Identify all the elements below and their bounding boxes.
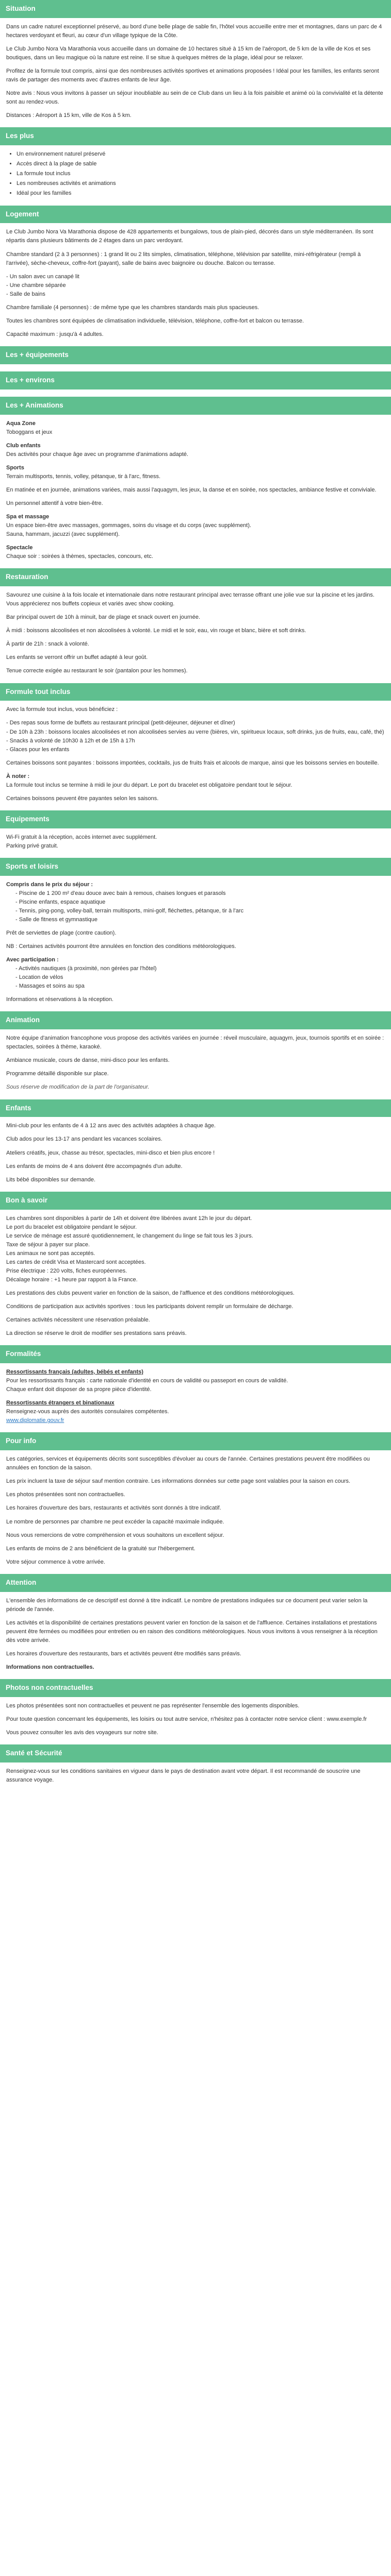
sante-body: [0, 1767, 391, 1785]
attention-note: Informations non contractuelles.: [6, 1664, 94, 1670]
attention-body: [0, 1597, 391, 1672]
animations-line: Terrain multisports, tennis, volley, pétanque, tir à l'arc, fitness.: [6, 473, 161, 480]
section-situation-heading: Situation: [0, 0, 391, 18]
bon-savoir-line: Les chambres sont disponibles à partir de 14h et doivent être libérées avant 12h le jour du départ.: [6, 1215, 252, 1222]
animations-subheading: Spectacle: [6, 545, 33, 551]
sports-paragraph: Informations et réservations à la réception.: [6, 996, 113, 1003]
photo-paragraph: Pour toute question concernant les équipements, les loisirs ou tout autre service, n'hésitez pas à contacter notre service client : www.exemple.fr: [6, 1716, 367, 1722]
formule-paragraph: Certaines boissons peuvent être payantes selon les saisons.: [6, 795, 159, 802]
formule-line: - Des repas sous forme de buffets au restaurant principal (petit-déjeuner, déjeuner et dîner): [6, 720, 235, 726]
bon-savoir-paragraph: La direction se réserve le droit de modifier ses prestations sans préavis.: [6, 1330, 187, 1337]
list-item: • Accès direct à la plage de sable: [17, 160, 385, 168]
enfants-paragraph: Ateliers créatifs, jeux, chasse au trésor, spectacles, mini-disco et bien plus encore !: [6, 1149, 215, 1156]
bon-savoir-line: Les animaux ne sont pas acceptés.: [6, 1250, 95, 1257]
restauration-paragraph: À partir de 21h : snack à volonté.: [6, 641, 89, 648]
sports-line: - Tennis, ping-pong, volley-ball, terrain multisports, mini-golf, fléchettes, pétanque, tir à l'arc: [15, 907, 244, 914]
animations-subheading: Club enfants: [6, 442, 41, 449]
animations-line: En matinée et en journée, animations variées, mais aussi l'aquagym, les jeux, la danse et en soirée, nos spectacles, ambiance festive et conviviale.: [6, 486, 377, 493]
pour-info-paragraph: Le nombre de personnes par chambre ne peut excéder la capacité maximale indiquée.: [6, 1518, 224, 1525]
photo-body: [0, 1702, 391, 1737]
list-item: • Les nombreuses activités et animations: [17, 179, 385, 188]
attention-paragraph: Les activités et la disponibilité de certaines prestations peuvent varier en fonction de la saison et de l'affluence. Certaines installations et prestations peuvent être fermées ou modifiées pour entretien ou en raison des conditions météorologiques. Nous vous invitons à vous renseigner à la réception dès votre arrivée.: [6, 1619, 378, 1643]
logement-list-line: - Salle de bains: [6, 291, 45, 297]
bon-savoir-line: Le port du bracelet est obligatoire pendant le séjour.: [6, 1224, 137, 1230]
section-bon-savoir-heading: Bon à savoir: [0, 1192, 391, 1210]
animations-line: Un personnel attentif à votre bien-être.: [6, 500, 103, 506]
pour-info-paragraph: Les horaires d'ouverture des bars, restaurants et activités sont donnés à titre indicatif.: [6, 1505, 221, 1512]
situation-body: [0, 23, 391, 120]
equipements-line: Parking privé gratuit.: [6, 842, 58, 849]
animation-note: Sous réserve de modification de la part de l'organisateur.: [6, 1084, 150, 1091]
animations-line: Sauna, hammam, jacuzzi (avec supplément).: [6, 531, 120, 538]
restauration-paragraph: Bar principal ouvert de 10h à minuit, bar de plage et snack ouvert en journée.: [6, 614, 201, 621]
section-lieu-heading: Les plus: [0, 127, 391, 145]
formule-line: - Glaces pour les enfants: [6, 746, 70, 753]
restauration-body: [0, 591, 391, 675]
section-animation-heading: Animation: [0, 1011, 391, 1029]
sports-line: - Piscine enfants, espace aquatique: [15, 899, 106, 905]
logement-body: [0, 228, 391, 338]
sports-subheading: Avec participation :: [6, 957, 59, 963]
bon-savoir-body: [0, 1214, 391, 1338]
bon-savoir-paragraph: Conditions de participation aux activités sportives : tous les participants doivent remplir un formulaire de décharge.: [6, 1303, 294, 1310]
sports-line: - Massages et soins au spa: [15, 983, 85, 990]
list-item: • Un environnement naturel préservé: [17, 150, 385, 159]
sports-subheading: Compris dans le prix du séjour :: [6, 881, 93, 888]
animations-line: Chaque soir : soirées à thèmes, spectacles, concours, etc.: [6, 553, 153, 560]
logement-paragraph: Toutes les chambres sont équipées de climatisation individuelle, télévision, téléphone, coffre-fort et balcon ou terrasse.: [6, 317, 304, 324]
pour-info-paragraph: Les photos présentées sont non contractuelles.: [6, 1492, 125, 1498]
sports-line: - Salle de fitness et gymnastique: [15, 916, 97, 923]
situation-distances: Distances : Aéroport à 15 km, ville de Kos à 5 km.: [6, 112, 132, 119]
animations-subheading: Sports: [6, 464, 24, 471]
formalites-body: [0, 1368, 391, 1425]
enfants-paragraph: Club ados pour les 13-17 ans pendant les vacances scolaires.: [6, 1136, 162, 1143]
bon-savoir-paragraph: Certaines activités nécessitent une réservation préalable.: [6, 1317, 150, 1324]
equipements-body: [0, 833, 391, 851]
logement-list-line: - Une chambre séparée: [6, 282, 66, 289]
bon-savoir-paragraph: Les prestations des clubs peuvent varier en fonction de la saison, de l'affluence et des conditions météorologiques.: [6, 1290, 295, 1296]
section-equipements-heading: Les + équipements: [0, 346, 391, 364]
logement-list-line: - Un salon avec un canapé lit: [6, 273, 79, 280]
bon-savoir-line: Décalage horaire : +1 heure par rapport à la France.: [6, 1276, 138, 1283]
animation-paragraph: Ambiance musicale, cours de danse, mini-disco pour les enfants.: [6, 1057, 170, 1064]
sports-line: - Piscine de 1 200 m² d'eau douce avec bain à remous, chaises longues et parasols: [15, 890, 226, 896]
situation-paragraph: Profitez de la formule tout compris, ainsi que des nombreuses activités sportives et animations proposées ! Idéal pour les familles, les enfants seront ravis de partager des moments avec d'autres enfants de leur âge.: [6, 68, 379, 83]
photo-paragraph: Les photos présentées sont non contractuelles et peuvent ne pas représenter l'ensemble des logements disponibles.: [6, 1702, 300, 1709]
bon-savoir-line: Le service de ménage est assuré quotidiennement, le changement du linge se fait tous les 3 jours.: [6, 1232, 253, 1239]
restauration-paragraph: Les enfants se verront offrir un buffet adapté à leur goût.: [6, 654, 148, 661]
formule-paragraph: Certaines boissons sont payantes : boissons importées, cocktails, jus de fruits frais et alcools de marque, ainsi que les boissons servies en bouteille.: [6, 759, 379, 766]
sports-paragraph: Prêt de serviettes de plage (contre caution).: [6, 930, 117, 937]
diplomatie-link[interactable]: www.diplomatie.gouv.fr: [6, 1417, 64, 1424]
section-sports-heading: Sports et loisirs: [0, 858, 391, 876]
animation-paragraph: Programme détaillé disponible sur place.: [6, 1071, 109, 1077]
pour-info-paragraph: Les catégories, services et équipements décrits sont susceptibles d'évoluer au cours de l'année. Certaines prestations peuvent être modifiées ou annulées en fonction de la saison.: [6, 1456, 370, 1471]
enfants-paragraph: Lits bébé disponibles sur demande.: [6, 1176, 96, 1183]
sante-paragraph: Renseignez-vous sur les conditions sanitaires en vigueur dans le pays de destination avant votre départ. Il est recommandé de souscrire une assurance voyage.: [6, 1768, 361, 1783]
pour-info-body: [0, 1455, 391, 1566]
section-formalites-heading: Formalités: [0, 1345, 391, 1363]
animation-paragraph: Notre équipe d'animation francophone vous propose des activités variées en journée : réveil musculaire, aquagym, jeux, tournois sportifs et en soirée : spectacles, soirées à thème, karaoké.: [6, 1035, 384, 1050]
situation-paragraph: Le Club Jumbo Nora Va Marathonia vous accueille dans un domaine de 10 hectares situé à 15 km de l'aéroport, de 5 km de la ville de Kos et ses boutiques, dans un lieu magique où la nature est reine. Il se situe à quelques mètres de la plage, idéal pour se relaxer.: [6, 46, 371, 61]
section-enfants-heading: Enfants: [0, 1099, 391, 1117]
sports-line: - Location de vélos: [15, 974, 63, 981]
pour-info-paragraph: Nous vous remercions de votre compréhension et vous souhaitons un excellent séjour.: [6, 1532, 224, 1538]
pour-info-paragraph: Votre séjour commence à votre arrivée.: [6, 1558, 105, 1565]
section-sante-heading: Santé et Sécurité: [0, 1744, 391, 1762]
enfants-paragraph: Mini-club pour les enfants de 4 à 12 ans avec des activités adaptées à chaque âge.: [6, 1123, 216, 1129]
logement-paragraph: Chambre familiale (4 personnes) : de même type que les chambres standards mais plus spacieuses.: [6, 304, 259, 311]
logement-paragraph: Chambre standard (2 à 3 personnes) : 1 grand lit ou 2 lits simples, climatisation, téléphone, télévision par satellite, mini-réfrigérateur (rempli à l'arrivée), sèche-cheveux, coffre-fort (payant), salle de bains avec baignoire ou douche. Balcon ou terrasse.: [6, 251, 361, 266]
section-animations-heading: Les + Animations: [0, 397, 391, 415]
restauration-paragraph: Tenue correcte exigée au restaurant le soir (pantalon pour les hommes).: [6, 668, 188, 674]
formalites-subheading: Ressortissants étrangers et binationaux: [6, 1400, 115, 1406]
formule-subheading: À noter :: [6, 773, 30, 779]
section-equipements2-heading: Equipements: [0, 810, 391, 828]
section-environs-heading: Les + environs: [0, 371, 391, 389]
enfants-body: [0, 1122, 391, 1184]
animations-line: Un espace bien-être avec massages, gommages, soins du visage et du corps (avec supplément).: [6, 522, 252, 529]
attention-paragraph: L'ensemble des informations de ce descriptif est donné à titre indicatif. Le nombre de prestations indiquées sur ce document peut varier selon la période de l'année.: [6, 1597, 368, 1613]
restauration-paragraph: À midi : boissons alcoolisées et non alcoolisées à volonté. Le midi et le soir, eau, vin rouge et blanc, bière et soft drinks.: [6, 628, 306, 634]
pour-info-paragraph: Les enfants de moins de 2 ans bénéficient de la gratuité sur l'hébergement.: [6, 1545, 196, 1552]
formule-body: [0, 705, 391, 803]
section-formule-heading: Formule tout inclus: [0, 683, 391, 701]
section-photo-heading: Photos non contractuelles: [0, 1679, 391, 1697]
formule-line: - Snacks à volonté de 10h30 à 12h et de 15h à 17h: [6, 737, 135, 744]
photo-paragraph: Vous pouvez consulter les avis des voyageurs sur notre site.: [6, 1729, 158, 1736]
section-logement-heading: Logement: [0, 206, 391, 224]
list-item: • La formule tout inclus: [17, 170, 385, 178]
situation-paragraph: Dans un cadre naturel exceptionnel préservé, au bord d'une belle plage de sable fin, l'hôtel vous accueille entre mer et montagnes, dans un parc de 4 hectares verdoyant et fleuri, au cœur d'un village typique de la Côte.: [6, 23, 382, 39]
section-attention-heading: Attention: [0, 1574, 391, 1592]
sports-line: - Activités nautiques (à proximité, non gérées par l'hôtel): [15, 965, 157, 972]
situation-paragraph: Notre avis : Nous vous invitons à passer un séjour inoubliable au sein de ce Club dans un lieu à la fois paisible et animé où la convivialité et la détente sont au rendez-vous.: [6, 90, 383, 106]
animations-subheading: Spa et massage: [6, 514, 50, 520]
bon-savoir-line: Prise électrique : 220 volts, fiches européennes.: [6, 1267, 127, 1274]
animation-body: [0, 1034, 391, 1092]
formule-intro: Avec la formule tout inclus, vous bénéficiez :: [6, 706, 118, 713]
equipements-line: Wi-Fi gratuit à la réception, accès internet avec supplément.: [6, 834, 157, 840]
bon-savoir-line: Taxe de séjour à payer sur place.: [6, 1241, 90, 1248]
lieu-list: [6, 150, 385, 198]
animations-body: [0, 419, 391, 562]
formalites-paragraph: Renseignez-vous auprès des autorités consulaires compétentes.: [6, 1409, 169, 1415]
sports-body: [0, 880, 391, 1005]
lieu-body: [0, 150, 391, 198]
bon-savoir-line: Les cartes de crédit Visa et Mastercard sont acceptées.: [6, 1259, 146, 1265]
formule-paragraph: La formule tout inclus se termine à midi le jour du départ. Le port du bracelet est obligatoire pendant tout le séjour.: [6, 782, 292, 788]
restauration-paragraph: Savourez une cuisine à la fois locale et internationale dans notre restaurant principal avec terrasse offrant une jolie vue sur la piscine et les jardins. Vous apprécierez nos buffets copieux et variés avec show cooking.: [6, 592, 374, 607]
formalites-paragraph: Chaque enfant doit disposer de sa propre pièce d'identité.: [6, 1386, 152, 1393]
formalites-paragraph: Pour les ressortissants français : carte nationale d'identité en cours de validité ou passeport en cours de validité.: [6, 1378, 288, 1384]
logement-paragraph: Le Club Jumbo Nora Va Marathonia dispose de 428 appartements et bungalows, tous de plain-pied, décorés dans un style méditerranéen. Ils sont répartis dans plusieurs bâtiments de 2 étages dans un parc verdoyant.: [6, 229, 373, 244]
list-item: • Idéal pour les familles: [17, 189, 385, 198]
sports-paragraph: NB : Certaines activités pourront être annulées en fonction des conditions météorologiques.: [6, 943, 236, 950]
pour-info-paragraph: Les prix incluent la taxe de séjour sauf mention contraire. Les informations données sur cette page sont valables pour la saison en cours.: [6, 1478, 351, 1485]
section-restauration-heading: Restauration: [0, 568, 391, 586]
section-pour-info-heading: Pour info: [0, 1432, 391, 1450]
enfants-paragraph: Les enfants de moins de 4 ans doivent être accompagnés d'un adulte.: [6, 1163, 183, 1170]
animations-line: Des activités pour chaque âge avec un programme d'animations adapté.: [6, 451, 189, 457]
attention-paragraph: Les horaires d'ouverture des restaurants, bars et activités peuvent être modifiés sans préavis.: [6, 1650, 241, 1657]
formule-line: - De 10h à 23h : boissons locales alcoolisées et non alcoolisées servies au verre (bières, vin, spiritueux locaux, soft drinks, jus de fruits, eau, café, thé): [6, 728, 384, 735]
animations-subheading: Aqua Zone: [6, 420, 36, 427]
logement-paragraph: Capacité maximum : jusqu'à 4 adultes.: [6, 331, 104, 337]
formalites-subheading: Ressortissants français (adultes, bébés et enfants): [6, 1369, 143, 1376]
animations-line: Toboggans et jeux: [6, 429, 53, 435]
